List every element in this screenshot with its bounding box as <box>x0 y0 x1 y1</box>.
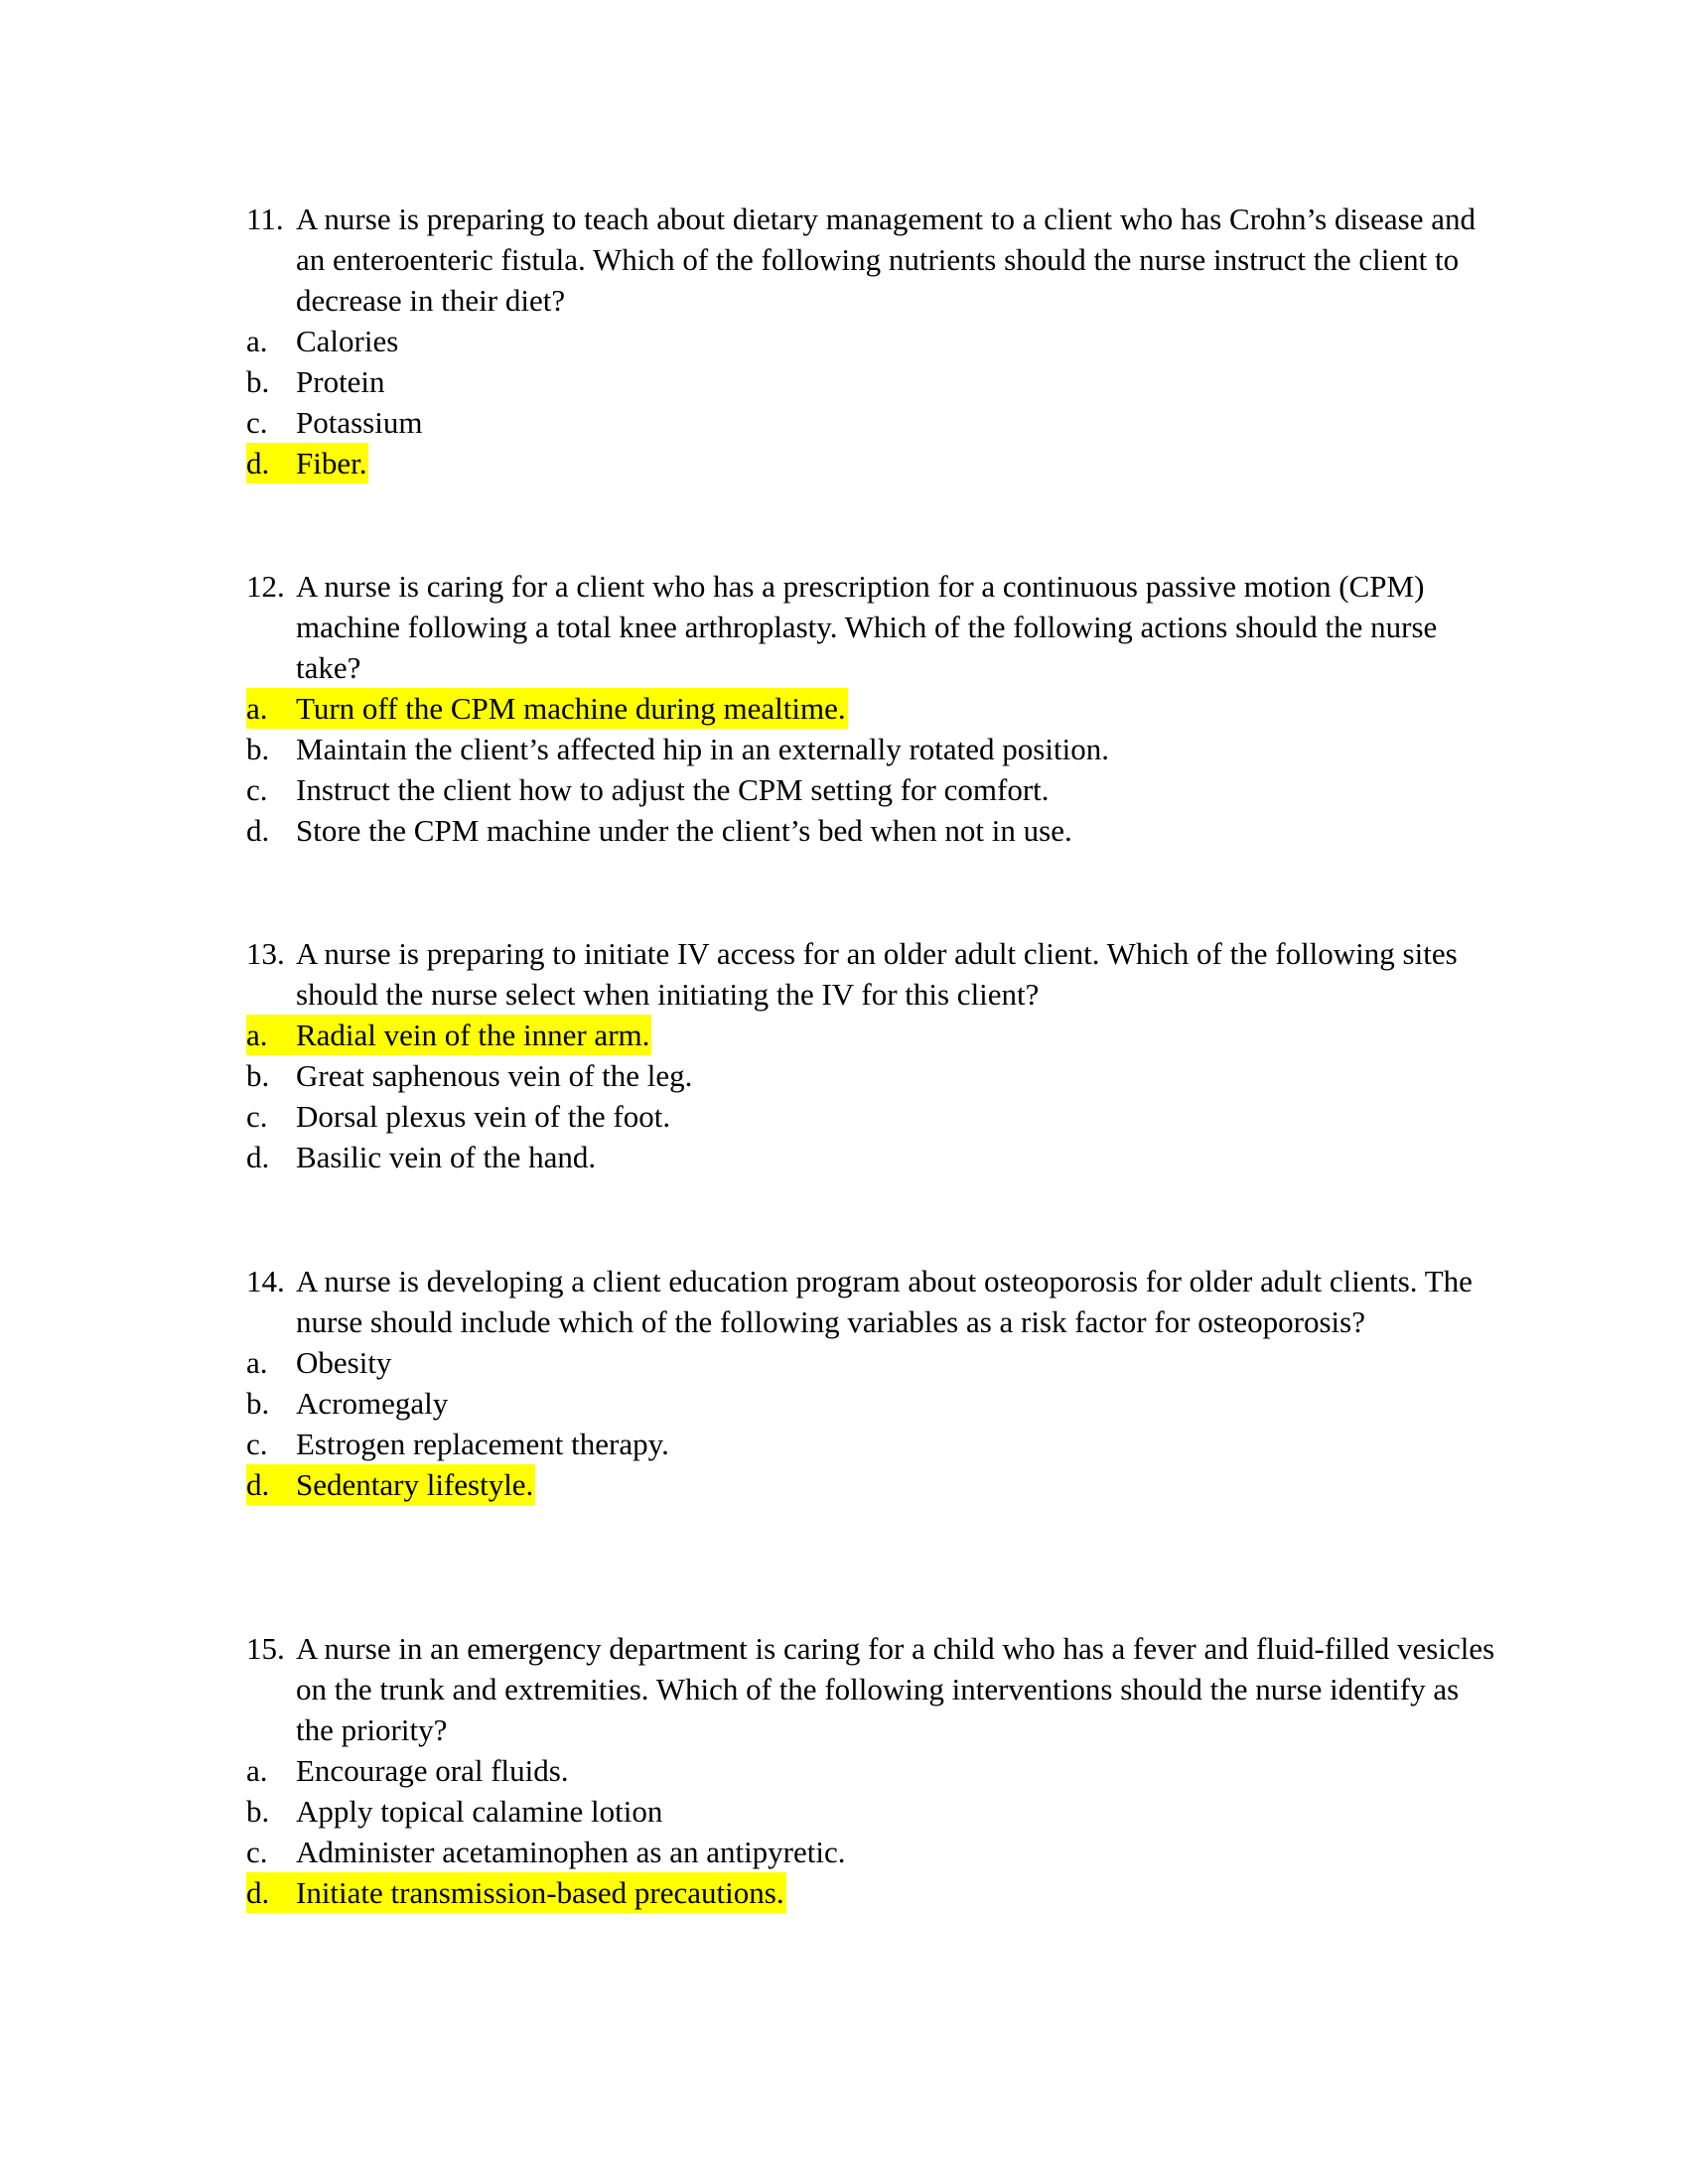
option-letter: a. <box>246 691 268 726</box>
answer-option <box>246 729 1497 769</box>
option-text: Estrogen replacement therapy. <box>296 1427 669 1461</box>
question-12 <box>246 566 1497 851</box>
question-13 <box>246 933 1497 1177</box>
option-text: Administer acetaminophen as an antipyretic. <box>296 1835 846 1869</box>
question-number: 11. <box>246 202 284 236</box>
option-text: Great saphenous vein of the leg. <box>296 1058 693 1093</box>
option-letter: d. <box>246 1140 270 1174</box>
question-number: 14. <box>246 1264 285 1298</box>
question-text: A nurse in an emergency department is caring for a child who has a fever and fluid-filled vesicles on the trunk and extremities. Which of the following interventions should the nurse identify as the priority? <box>296 1631 1495 1747</box>
option-letter: b. <box>246 1058 270 1093</box>
question-11 <box>246 199 1497 483</box>
question-text: A nurse is developing a client education program about osteoporosis for older adult clients. The nurse should include which of the following variables as a risk factor for osteoporosis? <box>296 1264 1473 1339</box>
answer-option <box>246 1424 1497 1464</box>
answer-option <box>246 810 1497 851</box>
question-14 <box>246 1261 1497 1505</box>
question-stem <box>246 199 1497 321</box>
answer-option-highlighted <box>246 443 1497 483</box>
question-stem <box>246 566 1497 688</box>
option-letter: a. <box>246 324 268 358</box>
option-text: Protein <box>296 364 385 399</box>
answer-option <box>246 1383 1497 1424</box>
answer-option-highlighted <box>246 1464 1497 1505</box>
question-stem <box>246 933 1497 1015</box>
answer-option <box>246 1750 1497 1791</box>
answer-option <box>246 1137 1497 1177</box>
option-text: Store the CPM machine under the client’s bed when not in use. <box>296 813 1072 848</box>
option-text: Sedentary lifestyle. <box>296 1467 534 1502</box>
answer-option <box>246 1055 1497 1096</box>
option-text: Encourage oral fluids. <box>296 1753 569 1788</box>
option-letter: a. <box>246 1345 268 1380</box>
answer-option-highlighted <box>246 1015 1497 1055</box>
option-letter: d. <box>246 446 270 480</box>
answer-highlight <box>246 1872 786 1913</box>
answer-option <box>246 1791 1497 1832</box>
question-number: 15. <box>246 1631 285 1666</box>
option-letter: c. <box>246 772 268 807</box>
option-text: Calories <box>296 324 399 358</box>
answer-highlight <box>246 443 368 483</box>
option-letter: c. <box>246 1835 268 1869</box>
option-letter: c. <box>246 405 268 440</box>
option-text: Dorsal plexus vein of the foot. <box>296 1099 671 1134</box>
option-letter: b. <box>246 732 270 766</box>
option-letter: b. <box>246 1386 270 1421</box>
option-letter: d. <box>246 1875 270 1910</box>
option-letter: c. <box>246 1427 268 1461</box>
option-text: Radial vein of the inner arm. <box>296 1018 650 1052</box>
option-text: Initiate transmission-based precautions. <box>296 1875 784 1910</box>
option-letter: d. <box>246 1467 270 1502</box>
option-letter: d. <box>246 813 270 848</box>
question-number: 13. <box>246 936 285 971</box>
answer-option <box>246 321 1497 361</box>
answer-highlight <box>246 1015 651 1055</box>
option-text: Fiber. <box>296 446 367 480</box>
answer-option <box>246 1096 1497 1137</box>
option-letter: b. <box>246 1794 270 1829</box>
answer-option <box>246 361 1497 402</box>
answer-option-highlighted <box>246 1872 1497 1913</box>
option-letter: c. <box>246 1099 268 1134</box>
option-text: Basilic vein of the hand. <box>296 1140 597 1174</box>
question-text: A nurse is caring for a client who has a prescription for a continuous passive motion (CPM) machine following a total knee arthroplasty. Which of the following actions should the nurse take? <box>296 569 1438 685</box>
answer-option-highlighted <box>246 688 1497 729</box>
answer-highlight <box>246 688 848 729</box>
question-15 <box>246 1628 1497 1913</box>
question-stem <box>246 1628 1497 1750</box>
question-number: 12. <box>246 569 285 604</box>
answer-option <box>246 1342 1497 1383</box>
question-stem <box>246 1261 1497 1342</box>
option-letter: a. <box>246 1018 268 1052</box>
answer-option <box>246 1832 1497 1872</box>
question-text: A nurse is preparing to initiate IV access for an older adult client. Which of the following sites should the nurse select when initiating the IV for this client? <box>296 936 1458 1012</box>
option-letter: a. <box>246 1753 268 1788</box>
answer-highlight <box>246 1464 535 1505</box>
question-text: A nurse is preparing to teach about dietary management to a client who has Crohn’s disease and an enteroenteric fistula. Which of the following nutrients should the nurse instruct the client to decrease in their diet? <box>296 202 1476 318</box>
option-text: Instruct the client how to adjust the CPM setting for comfort. <box>296 772 1050 807</box>
option-text: Obesity <box>296 1345 392 1380</box>
option-letter: b. <box>246 364 270 399</box>
option-text: Potassium <box>296 405 423 440</box>
answer-option <box>246 402 1497 443</box>
answer-option <box>246 769 1497 810</box>
option-text: Maintain the client’s affected hip in an externally rotated position. <box>296 732 1109 766</box>
option-text: Apply topical calamine lotion <box>296 1794 663 1829</box>
option-text: Acromegaly <box>296 1386 449 1421</box>
option-text: Turn off the CPM machine during mealtime. <box>296 691 846 726</box>
